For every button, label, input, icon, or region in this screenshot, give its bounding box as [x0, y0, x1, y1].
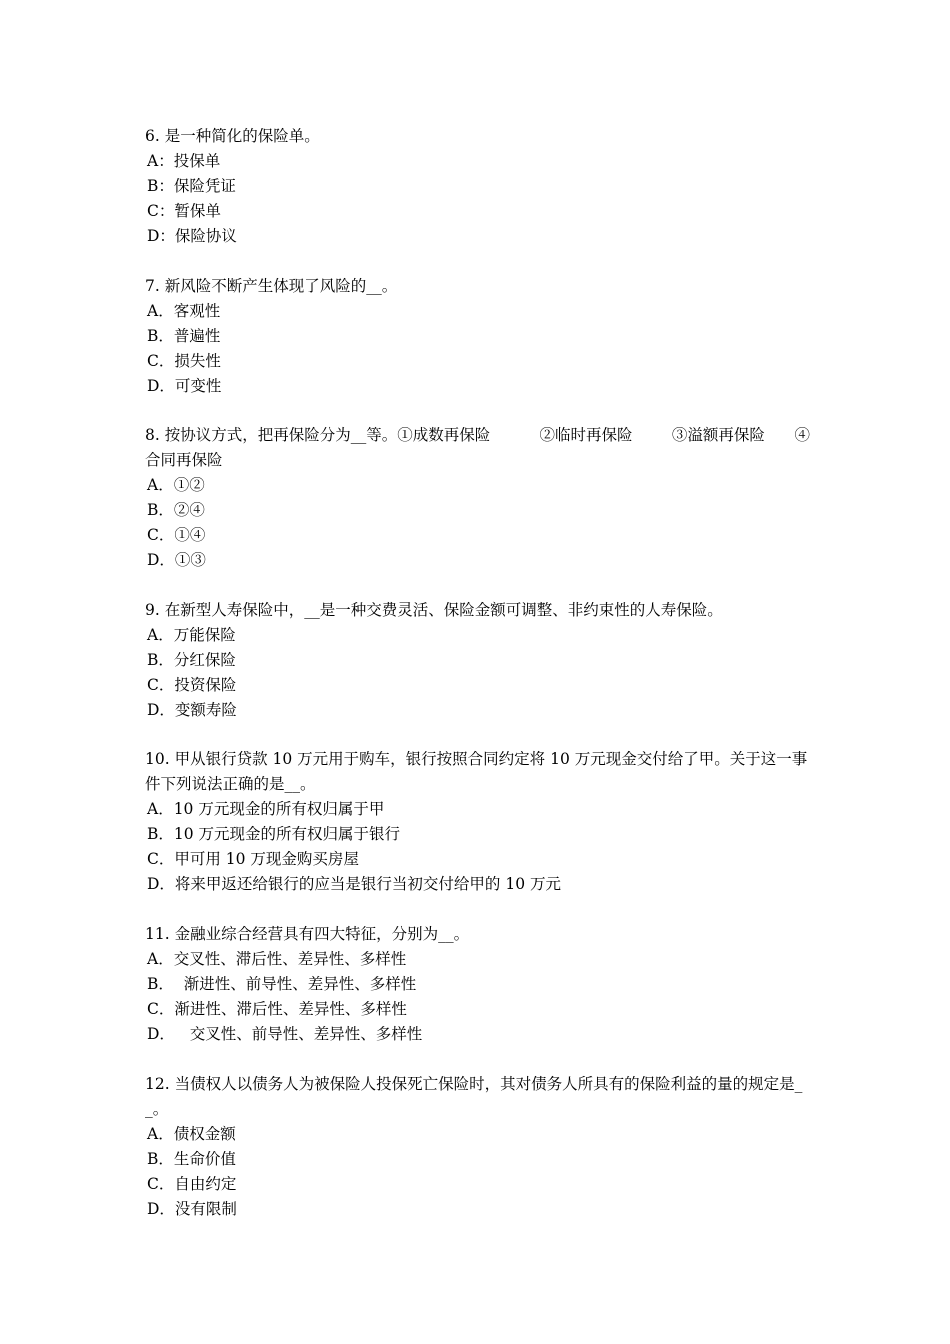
option-d: D．变额寿险: [147, 700, 237, 719]
option-b: B． 渐进性、前导性、差异性、多样性: [147, 974, 417, 993]
option-c: C．甲可用 10 万现金购买房屋: [147, 850, 359, 869]
question-list: [145, 124, 810, 1246]
question-stem: 10. 甲从银行贷款 10 万元用于购车，银行按照合同约定将 10 万元现金交付给了甲。关于这一事件下列说法正确的是__。: [145, 750, 808, 794]
question-stem: 7. 新风险不断产生体现了风险的__。: [145, 276, 398, 295]
question-stem: 11. 金融业综合经营具有四大特征，分别为__。: [145, 924, 470, 943]
option-a: A．客观性: [147, 301, 221, 320]
option-c: C：暂保单: [147, 202, 221, 220]
option-d: D．将来甲返还给银行的应当是银行当初交付给甲的 10 万元: [147, 875, 562, 894]
option-a: A．①②: [147, 476, 205, 495]
question-stem: 8. 按协议方式，把再保险分为__等。①成数再保险 ②临时再保险 ③溢额再保险 ④合同再保险: [145, 426, 810, 470]
question-11: [145, 922, 810, 1047]
question-8: [145, 423, 810, 573]
question-6: [145, 124, 810, 249]
option-c: C．①④: [147, 526, 206, 545]
question-12: [145, 1072, 810, 1222]
option-d: D． 交叉性、前导性、差异性、多样性: [147, 1024, 423, 1043]
option-b: B．②④: [147, 501, 205, 520]
option-d: D．没有限制: [147, 1199, 237, 1218]
option-d: D．①③: [147, 551, 206, 570]
option-a: A．债权金额: [147, 1124, 236, 1143]
option-d: D：保险协议: [147, 227, 237, 245]
question-stem: 9. 在新型人寿保险中，__是一种交费灵活、保险金额可调整、非约束性的人寿保险。: [145, 600, 723, 619]
option-a: A：投保单: [147, 152, 221, 170]
option-b: B．10 万元现金的所有权归属于银行: [147, 825, 401, 844]
option-b: B．普遍性: [147, 326, 221, 345]
question-10: [145, 747, 810, 897]
question-9: [145, 598, 810, 723]
option-d: D．可变性: [147, 376, 222, 395]
option-a: A．10 万元现金的所有权归属于甲: [147, 800, 385, 819]
option-a: A．交叉性、滞后性、差异性、多样性: [147, 949, 407, 968]
question-7: [145, 274, 810, 399]
option-c: C．自由约定: [147, 1174, 237, 1193]
option-a: A．万能保险: [147, 625, 236, 644]
question-stem: 12. 当债权人以债务人为被保险人投保死亡保险时，其对债务人所具有的保险利益的量的规定是__。: [145, 1074, 803, 1118]
option-c: C．投资保险: [147, 675, 237, 694]
option-b: B．生命价值: [147, 1149, 236, 1168]
option-b: B．分红保险: [147, 650, 236, 669]
option-b: B：保险凭证: [147, 177, 236, 195]
question-stem: 6. 是一种简化的保险单。: [145, 127, 320, 145]
option-c: C．损失性: [147, 351, 221, 370]
option-c: C．渐进性、滞后性、差异性、多样性: [147, 999, 407, 1018]
